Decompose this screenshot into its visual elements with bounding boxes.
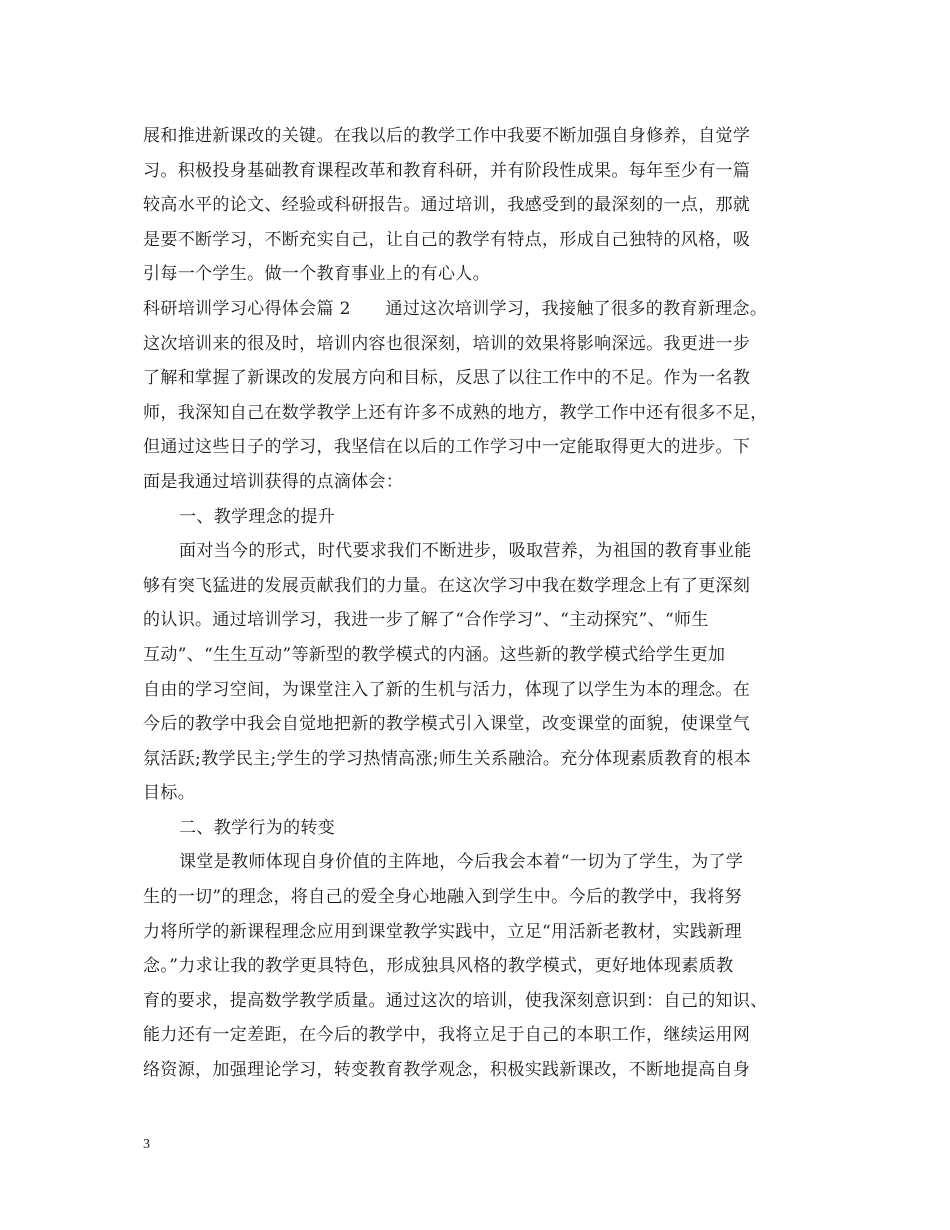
text-line: 生的一切”的理念，将自己的爱全身心地融入到学生中。今后的教学中，我将努 xyxy=(143,887,742,908)
text-line: 引每一个学生。做一个教育事业上的有心人。 xyxy=(143,264,490,285)
text-line: 育的要求，提高数学教学质量。通过这次的培训，使我深刻意识到：自己的知识、 xyxy=(143,990,768,1011)
text-line: 氛活跃;教学民主;学生的学习热情高涨;师生关系融洽。充分体现素质教育的根本 xyxy=(143,748,752,769)
body-text xyxy=(143,119,823,1088)
text-line: 够有突飞猛进的发展贡献我们的力量。在这次学习中我在数学理念上有了更深刻 xyxy=(143,575,751,596)
text-line: 一、教学理念的提升 xyxy=(179,506,336,527)
text-line: 自由的学习空间，为课堂注入了新的生机与活力，体现了以学生为本的理念。在 xyxy=(143,679,751,700)
page-number: 3 xyxy=(143,1137,150,1152)
text-line: 习。积极投身基础教育课程改革和教育科研，并有阶段性成果。每年至少有一篇 xyxy=(143,160,751,181)
text-line: 能力还有一定差距，在今后的教学中，我将立足于自己的本职工作，继续运用网 xyxy=(143,1025,751,1046)
text-line: 较高水平的论文、经验或科研报告。通过培训，我感受到的最深刻的一点，那就 xyxy=(143,195,751,216)
text-line: 但通过这些日子的学习，我坚信在以后的工作学习中一定能取得更大的进步。下 xyxy=(143,437,751,458)
text-line: 的认识。通过培训学习，我进一步了解了“合作学习”、“主动探究”、“师生 xyxy=(143,610,709,631)
text-line: 络资源，加强理论学习，转变教育教学观念，积极实践新课改，不断地提高自身 xyxy=(143,1060,751,1081)
text-line: 了解和掌握了新课改的发展方向和目标，反思了以往工作中的不足。作为一名教 xyxy=(143,368,751,389)
text-line: 师，我深知自己在数学教学上还有许多不成熟的地方，教学工作中还有很多不足， xyxy=(143,402,768,423)
text-line: 是要不断学习，不断充实自己，让自己的教学有特点，形成自己独特的风格，吸 xyxy=(143,229,751,250)
text-line: 课堂是教师体现自身价值的主阵地，今后我会本着“一切为了学生，为了学 xyxy=(179,852,744,873)
text-line: 面对当今的形式，时代要求我们不断进步，吸取营养，为祖国的教育事业能 xyxy=(179,541,752,562)
text-line: 二、教学行为的转变 xyxy=(179,817,336,838)
text-line: 展和推进新课改的关键。在我以后的教学工作中我要不断加强自身修养，自觉学 xyxy=(143,126,751,146)
text-line: 念。”力求让我的教学更具特色，形成独具风格的教学模式，更好地体现素质教 xyxy=(143,956,734,977)
text-line: 今后的教学中我会自觉地把新的教学模式引入课堂，改变课堂的面貌，使课堂气 xyxy=(143,714,751,735)
text-line: 面是我通过培训获得的点滴体会： xyxy=(143,471,404,492)
text-line: 这次培训来的很及时，培训内容也很深刻，培训的效果将影响深远。我更进一步 xyxy=(143,333,751,354)
text-line: 互动”、“生生互动”等新型的教学模式的内涵。这些新的教学模式给学生更加 xyxy=(143,644,726,665)
text-line: 力将所学的新课程理念应用到课堂教学实践中，立足“用活新老教材，实践新理 xyxy=(143,921,742,942)
text-line: 目标。 xyxy=(143,783,196,804)
text-line: 科研培训学习心得体会篇 2 通过这次培训学习，我接触了很多的教育新理念。 xyxy=(143,298,768,319)
